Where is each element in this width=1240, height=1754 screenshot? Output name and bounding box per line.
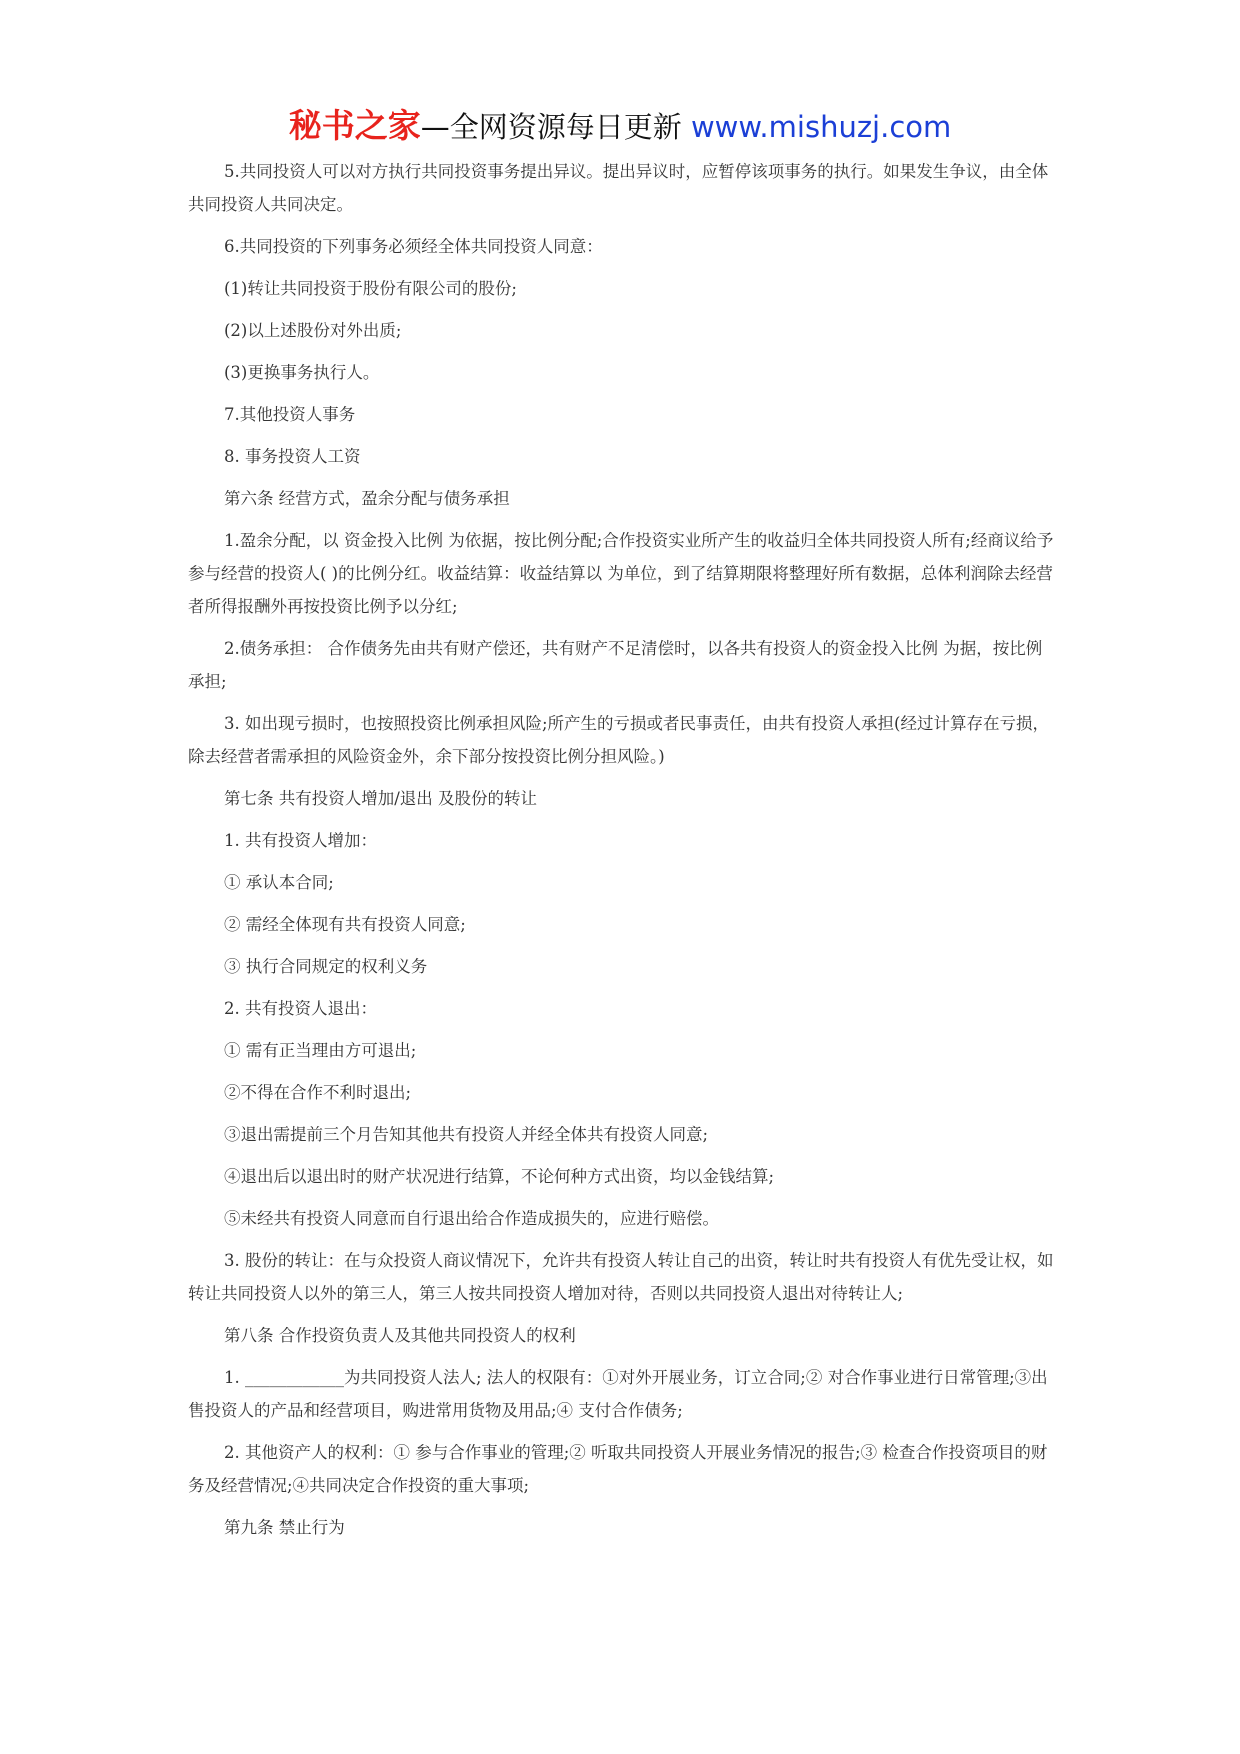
brand-logo-text: 秘书之家 xyxy=(288,106,421,145)
paragraph: 2. 其他资产人的权利：① 参与合作事业的管理;② 听取共同投资人开展业务情况的报告;③ 检查合作投资项目的财务及经营情况;④共同决定合作投资的重大事项; xyxy=(188,1443,1048,1495)
section-heading: 第七条 共有投资人增加/退出 及股份的转让 xyxy=(224,789,538,808)
header-slogan: —全网资源每日更新 xyxy=(420,110,691,144)
paragraph: ① 需有正当理由方可退出; xyxy=(224,1041,417,1060)
paragraph: 5.共同投资人可以对方执行共同投资事务提出异议。提出异议时，应暂停该项事务的执行。如果发生争议，由全体共同投资人共同决定。 xyxy=(188,162,1049,214)
paragraph: 3. 如出现亏损时，也按照投资比例承担风险;所产生的亏损或者民事责任，由共有投资人承担(经过计算存在亏损，除去经营者需承担的风险资金外，余下部分按投资比例分担风险。) xyxy=(188,714,1049,766)
paragraph: 2.债务承担： 合作债务先由共有财产偿还，共有财产不足清偿时，以各共有投资人的资金投入比例 为据，按比例承担; xyxy=(188,639,1043,691)
paragraph: 8. 事务投资人工资 xyxy=(224,447,361,466)
paragraph: ② 需经全体现有共有投资人同意; xyxy=(224,915,466,934)
paragraph: ① 承认本合同; xyxy=(224,873,334,892)
header-url-link[interactable]: www.mishuzj.com xyxy=(690,110,952,144)
paragraph: (1)转让共同投资于股份有限公司的股份; xyxy=(224,279,517,298)
paragraph: (2)以上述股份对外出质; xyxy=(224,321,402,340)
paragraph: ③ 执行合同规定的权利义务 xyxy=(224,957,428,976)
paragraph: (3)更换事务执行人。 xyxy=(224,363,380,382)
paragraph: 7.其他投资人事务 xyxy=(224,405,356,424)
paragraph: ④退出后以退出时的财产状况进行结算，不论何种方式出资，均以金钱结算; xyxy=(224,1167,775,1186)
paragraph: 1. 共有投资人增加： xyxy=(224,831,377,850)
paragraph: 6.共同投资的下列事务必须经全体共同投资人同意： xyxy=(224,237,603,256)
section-heading: 第八条 合作投资负责人及其他共同投资人的权利 xyxy=(224,1326,576,1345)
paragraph: ②不得在合作不利时退出; xyxy=(224,1083,412,1102)
paragraph: 3. 股份的转让：在与众投资人商议情况下，允许共有投资人转让自己的出资，转让时共有投资人有优先受让权，如转让共同投资人以外的第三人，第三人按共同投资人增加对待，否则以共同投资人退出对待转让人; xyxy=(188,1251,1054,1303)
document-body xyxy=(188,155,1056,1544)
page-header xyxy=(0,100,1240,147)
paragraph: 1. ____________为共同投资人法人; 法人的权限有：①对外开展业务，订立合同;② 对合作事业进行日常管理;③出售投资人的产品和经营项目，购进常用货物及用品;④ 支付合作债务; xyxy=(188,1368,1048,1420)
paragraph: 2. 共有投资人退出： xyxy=(224,999,377,1018)
paragraph: 1.盈余分配，以 资金投入比例 为依据，按比例分配;合作投资实业所产生的收益归全体共同投资人所有;经商议给予参与经营的投资人( )的比例分红。收益结算：收益结算以 为单位，到了结算期限将整理好所有数据，总体利润除去经营者所得报酬外再按投资比例予以分红; xyxy=(188,531,1054,616)
paragraph: ⑤未经共有投资人同意而自行退出给合作造成损失的，应进行赔偿。 xyxy=(224,1209,719,1228)
section-heading: 第九条 禁止行为 xyxy=(224,1518,345,1537)
section-heading: 第六条 经营方式，盈余分配与债务承担 xyxy=(224,489,510,508)
paragraph: ③退出需提前三个月告知其他共有投资人并经全体共有投资人同意; xyxy=(224,1125,709,1144)
